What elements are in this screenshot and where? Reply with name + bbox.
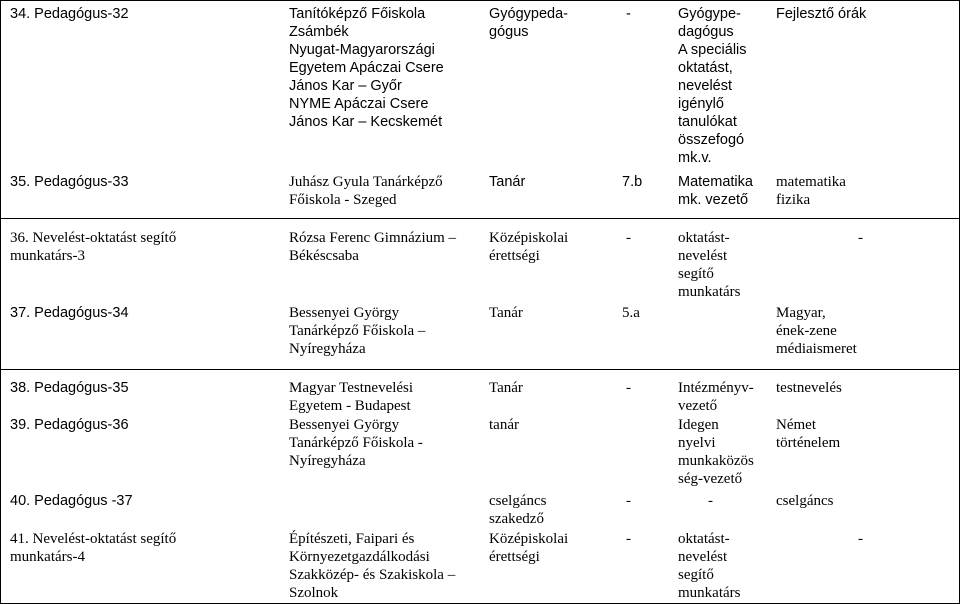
row-35-class: 7.b bbox=[622, 174, 643, 190]
row-35-role: Matematika mk. vezető bbox=[678, 174, 753, 208]
table-border-left bbox=[0, 0, 1, 604]
row-34-role: Gyógype- dagógus A speciális oktatást, nevelést igénylő tanulókat összefogó mk.v. bbox=[678, 6, 747, 166]
row-34-name: 34. Pedagógus-32 bbox=[10, 6, 129, 22]
row-34-school: Tanítóképző Főiskola Zsámbék Nyugat-Magyarországi Egyetem Apáczai Csere János Kar – Győr NYME Apáczai Csere János Kar – Kecskemét bbox=[289, 6, 444, 130]
row-41-name: 41. Nevelést-oktatást segítő munkatárs-4 bbox=[10, 531, 177, 565]
row-37-qualification: Tanár bbox=[489, 305, 523, 321]
row-38-name: 38. Pedagógus-35 bbox=[10, 380, 129, 396]
row-40-class: - bbox=[626, 493, 631, 509]
row-40-name: 40. Pedagógus -37 bbox=[10, 493, 133, 509]
row-37-class: 5.a bbox=[622, 305, 640, 321]
row-divider bbox=[0, 369, 960, 370]
row-38-role: Intézményv- vezető bbox=[678, 380, 754, 414]
row-36-class: - bbox=[626, 230, 631, 246]
row-40-role: - bbox=[708, 493, 713, 509]
row-34-class: - bbox=[626, 6, 631, 22]
row-40-subjects: cselgáncs bbox=[776, 493, 834, 509]
row-39-school: Bessenyei György Tanárképző Főiskola - Nyíregyháza bbox=[289, 417, 423, 469]
row-40-qualification: cselgáncs szakedző bbox=[489, 493, 547, 527]
row-38-school: Magyar Testnevelési Egyetem - Budapest bbox=[289, 380, 414, 414]
row-38-qualification: Tanár bbox=[489, 380, 523, 396]
row-34-qualification: Gyógypeda- gógus bbox=[489, 6, 568, 40]
row-39-name: 39. Pedagógus-36 bbox=[10, 417, 129, 433]
row-36-qualification: Középiskolai érettségi bbox=[489, 230, 569, 264]
row-36-role: oktatást- nevelést segítő munkatárs bbox=[678, 230, 741, 300]
table-border-top bbox=[0, 0, 960, 1]
row-38-subjects: testnevelés bbox=[776, 380, 842, 396]
row-35-school: Juhász Gyula Tanárképző Főiskola - Szeged bbox=[289, 174, 443, 208]
row-41-school: Építészeti, Faipari és Környezetgazdálkodási Szakközép- és Szakiskola – Szolnok bbox=[289, 531, 456, 601]
row-41-qualification: Középiskolai érettségi bbox=[489, 531, 569, 565]
row-39-role: Idegen nyelvi munkaközös ség-vezető bbox=[678, 417, 754, 487]
row-34-subjects: Fejlesztő órák bbox=[776, 6, 867, 22]
row-38-class: - bbox=[626, 380, 631, 396]
row-divider bbox=[0, 218, 960, 219]
row-35-name: 35. Pedagógus-33 bbox=[10, 174, 129, 190]
row-41-subjects: - bbox=[858, 531, 863, 547]
row-36-name: 36. Nevelést-oktatást segítő munkatárs-3 bbox=[10, 230, 177, 264]
row-35-subjects: matematika fizika bbox=[776, 174, 846, 208]
row-36-subjects: - bbox=[858, 230, 863, 246]
row-35-qualification: Tanár bbox=[489, 174, 526, 190]
row-39-qualification: tanár bbox=[489, 417, 519, 433]
row-39-subjects: Német történelem bbox=[776, 417, 841, 451]
row-36-school: Rózsa Ferenc Gimnázium – Békéscsaba bbox=[289, 230, 457, 264]
row-41-class: - bbox=[626, 531, 631, 547]
row-37-subjects: Magyar, ének-zene médiaismeret bbox=[776, 305, 857, 357]
row-41-role: oktatást- nevelést segítő munkatárs bbox=[678, 531, 741, 601]
row-37-school: Bessenyei György Tanárképző Főiskola – Nyíregyháza bbox=[289, 305, 426, 357]
row-37-name: 37. Pedagógus-34 bbox=[10, 305, 129, 321]
